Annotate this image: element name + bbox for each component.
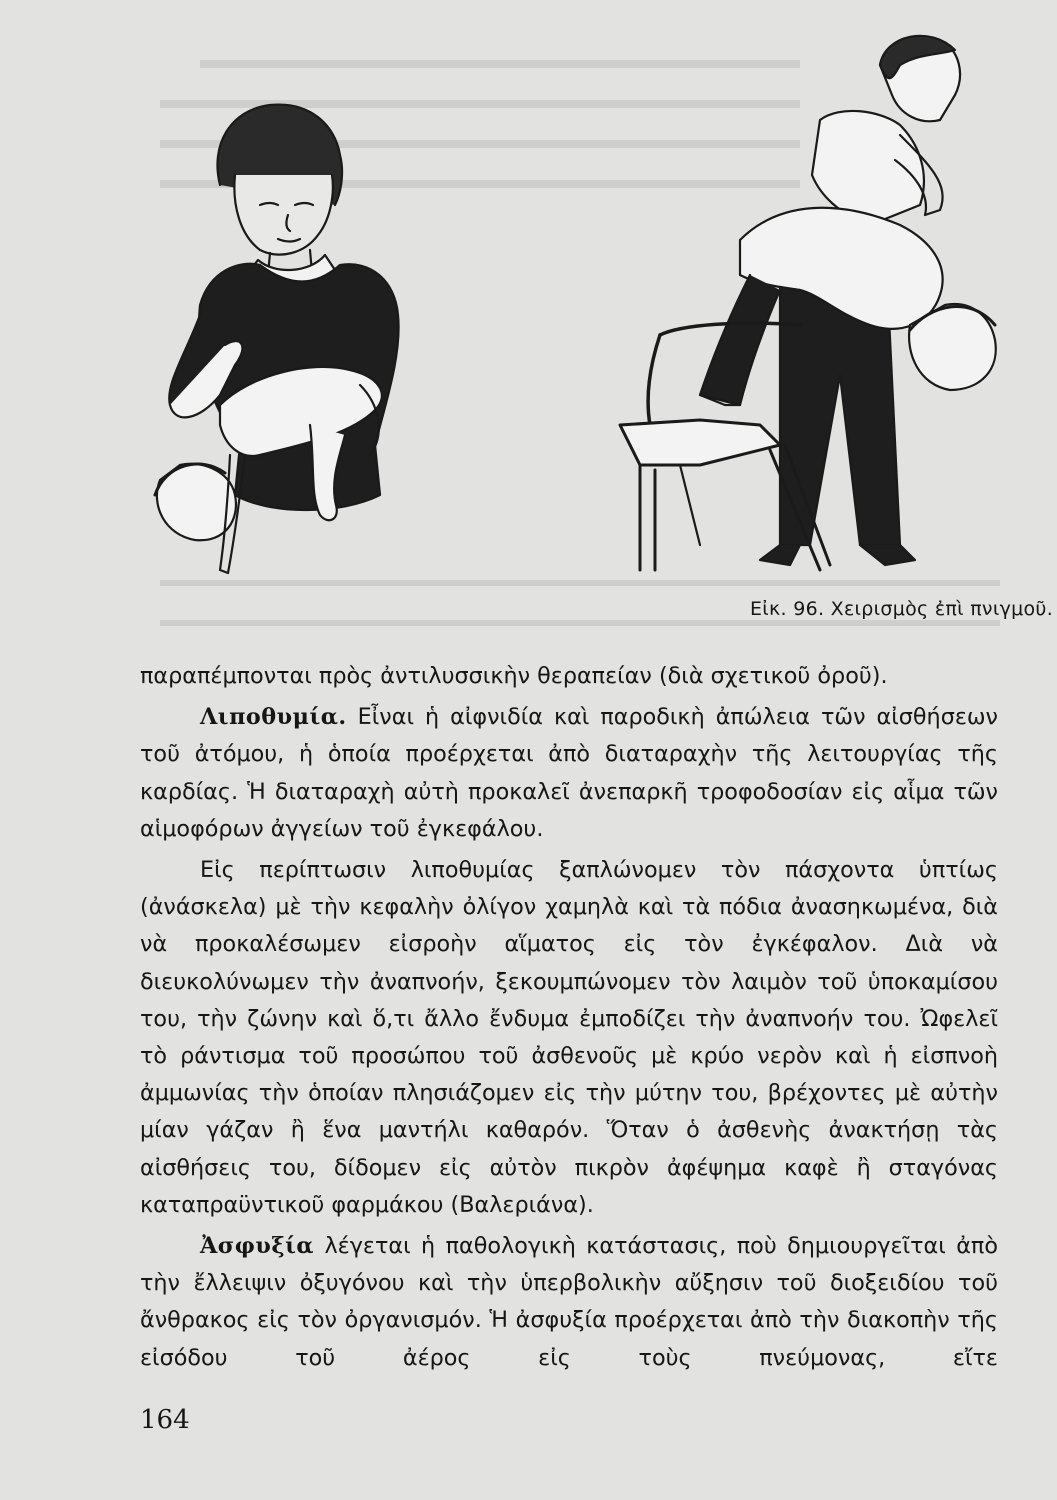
body-text <box>140 658 998 1377</box>
first-aid-illustration <box>140 25 1020 595</box>
paragraph-continuation: παραπέμπονται πρὸς ἀντιλυσσικὴν θεραπείαν (διὰ σχετικοῦ ὀροῦ). <box>140 663 888 689</box>
woman-with-infant-figure <box>155 105 399 573</box>
paragraph-fainting: Λιποθυμία. Εἶναι ἡ αἰφνιδία καὶ παροδικὴ ἀπώλεια τῶν αἰσθήσεων τοῦ ἀτόμου, ἡ ὁποία προέρχεται ἀπὸ διαταραχὴν τῆς λειτουργίας τῆς καρδίας. Ἡ διαταραχὴ αὐτὴ προκαλεῖ ἀνεπαρκῆ τροφοδοσίαν εἰς αἷμα τῶν αἱμοφόρων ἀγγείων τοῦ ἐγκεφάλου. <box>140 704 998 842</box>
paragraph-fainting-treatment: Εἰς περίπτωσιν λιποθυμίας ξαπλώνομεν τὸν πάσχοντα ὑπτίως (ἀνάσκελα) μὲ τὴν κεφαλὴν ὀλίγον χαμηλὰ καὶ τὰ πόδια ἀνασηκωμένα, διὰ νὰ προκαλέσωμεν εἰσροὴν αἵματος εἰς τὸν ἐγκέφαλον. Διὰ νὰ διευκολύνωμεν τὴν ἀναπνοήν, ξεκουμπώνομεν τὸν λαιμὸν τοῦ ὑποκαμίσου του, τὴν ζώνην καὶ ὅ,τι ἄλλο ἔνδυμα ἐμποδίζει τὴν ἀναπνοήν του. Ὠφελεῖ τὸ ράντισμα τοῦ προσώπου τοῦ ἀσθενοῦς μὲ κρύο νερὸν καὶ ἡ εἰσπνοὴ ἀμμωνίας τὴν ὁποίαν πλησιάζομεν εἰς τὴν μύτην του, βρέχοντες μὲ αὐτὴν μίαν γάζαν ἢ ἕνα μαντήλι καθαρόν. Ὅταν ὁ ἀσθενὴς ἀνακτήσῃ τὰς αἰσθήσεις του, δίδομεν εἰς αὐτὸν πικρὸν ἀφέψημα καφὲ ἢ σταγόνας καταπραϋντικοῦ φαρμάκου (Βαλεριάνα). <box>140 857 998 1218</box>
woman-with-chair-figure <box>620 36 996 570</box>
page-number: 164 <box>140 1405 190 1435</box>
figure-caption: Εἰκ. 96. Χειρισμὸς ἐπὶ πνιγμοῦ. <box>750 598 1054 620</box>
section-heading-asphyxia: Ἀσφυξία <box>200 1233 315 1260</box>
paragraph-asphyxia: Ἀσφυξία λέγεται ἡ παθολογικὴ κατάστασις, ποὺ δημιουργεῖται ἀπὸ τὴν ἔλλειψιν ὀξυγόνου καὶ τὴν ὑπερβολικὴν αὔξησιν τοῦ διοξειδίου τοῦ ἄνθρακος εἰς τὸν ὀργανισμόν. Ἡ ἀσφυξία προέρχεται ἀπὸ τὴν διακοπὴν τῆς εἰσόδου τοῦ ἀέρος εἰς τοὺς πνεύμονας, εἴτε <box>140 1233 998 1371</box>
section-heading-fainting: Λιποθυμία. <box>200 704 347 731</box>
